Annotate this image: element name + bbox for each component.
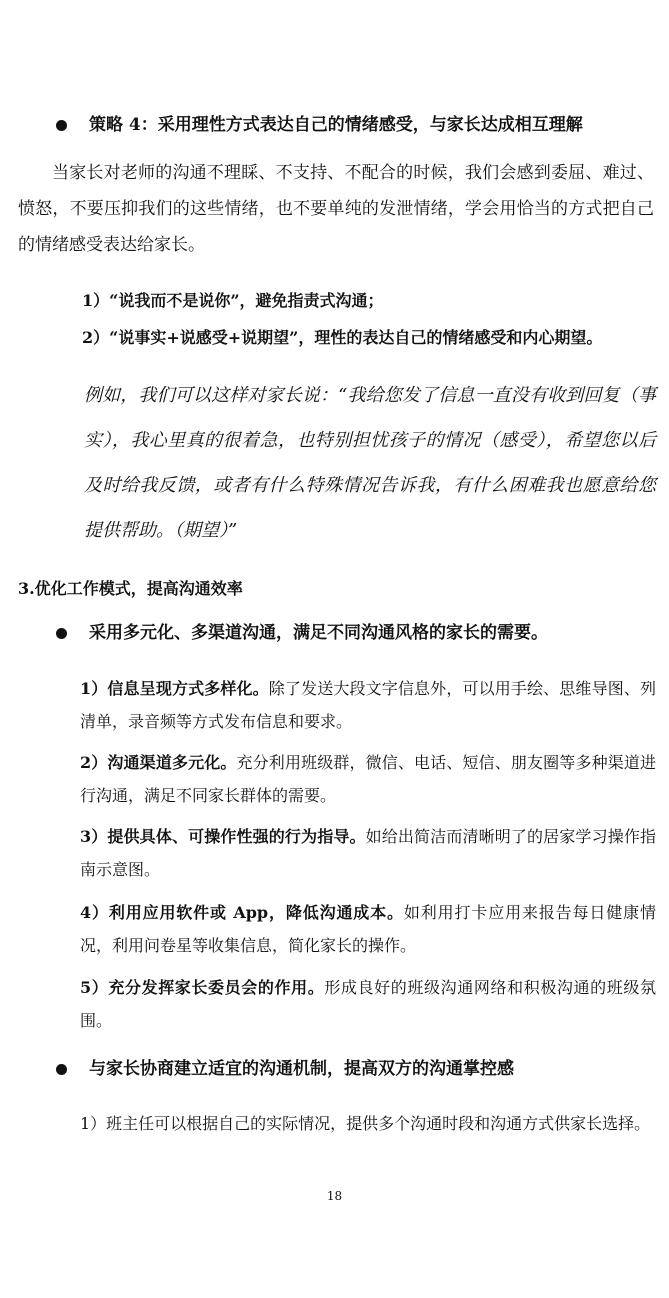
- strategy4-title: 策略 4：采用理性方式表达自己的情绪感受，与家长达成相互理解: [89, 115, 583, 135]
- section3-bullet-2-text: 与家长协商建立适宜的沟通机制，提高双方的沟通掌控感: [89, 1059, 514, 1079]
- section3-bullet-2: [56, 1057, 656, 1081]
- bullet-dot-icon: [56, 120, 67, 131]
- bullet-dot-icon: [56, 1064, 67, 1075]
- section3-item-3-text: 如给出简洁而清晰明了的居家学习操作指南示意图。: [80, 827, 656, 879]
- section3-item-5-key: 5）充分发挥家长委员会的作用。: [80, 978, 325, 997]
- section3-item-5-text: 形成良好的班级沟通网络和积极沟通的班级氛围。: [80, 978, 656, 1030]
- strategy4-bullet: [56, 113, 656, 137]
- section3-item-4-key: 4）利用应用软件或 App，降低沟通成本。: [80, 903, 404, 922]
- bullet-dot-icon: [56, 628, 67, 639]
- section3-item-4-text: 如利用打卡应用来报告每日健康情况，利用问卷星等收集信息，简化家长的操作。: [80, 903, 656, 955]
- section3-item-1-key: 1）信息呈现方式多样化。: [80, 679, 269, 698]
- section3-item-1: [80, 672, 656, 738]
- section3-bullet-1-text: 采用多元化、多渠道沟通，满足不同沟通风格的家长的需要。: [89, 623, 548, 643]
- section3-item-1-text: 除了发送大段文字信息外，可以用手绘、思维导图、列清单，录音频等方式发布信息和要求。: [80, 679, 656, 731]
- section3-item-2: [80, 746, 656, 812]
- strategy4-example: 例如，我们可以这样对家长说：“我给您发了信息一直没有收到回复（事实），我心里真的很着急，也特别担忧孩子的情况（感受），希望您以后及时给我反馈，或者有什么特殊情况告诉我，有什么困难我也愿意给您提供帮助。（期望）”: [84, 385, 656, 541]
- section3-item-5: [80, 971, 656, 1037]
- strategy4-point-1: 1）“说我而不是说你”，避免指责式沟通；: [82, 291, 384, 310]
- section3-bullet-1: [56, 621, 656, 645]
- strategy4-intro: 当家长对老师的沟通不理睬、不支持、不配合的时候，我们会感到委屈、难过、愤怒，不要压抑我们的这些情绪，也不要单纯的发泄情绪，学会用恰当的方式把自己的情绪感受表达给家长。: [18, 163, 654, 255]
- section3-item-6: 1）班主任可以根据自己的实际情况，提供多个沟通时段和沟通方式供家长选择。: [80, 1114, 651, 1133]
- section3-item-3: [80, 820, 656, 886]
- section3-heading: 3.优化工作模式，提高沟通效率: [18, 579, 243, 598]
- page-number: 18: [326, 1189, 343, 1203]
- section3-item-2-key: 2）沟通渠道多元化。: [80, 753, 237, 772]
- strategy4-point-2: 2）“说事实+说感受+说期望”，理性的表达自己的情绪感受和内心期望。: [82, 328, 603, 347]
- section3-item-3-key: 3）提供具体、可操作性强的行为指导。: [80, 827, 366, 846]
- section3-item-2-text: 充分利用班级群，微信、电话、短信、朋友圈等多种渠道进行沟通，满足不同家长群体的需要。: [80, 753, 656, 805]
- section3-item-4: [80, 896, 656, 962]
